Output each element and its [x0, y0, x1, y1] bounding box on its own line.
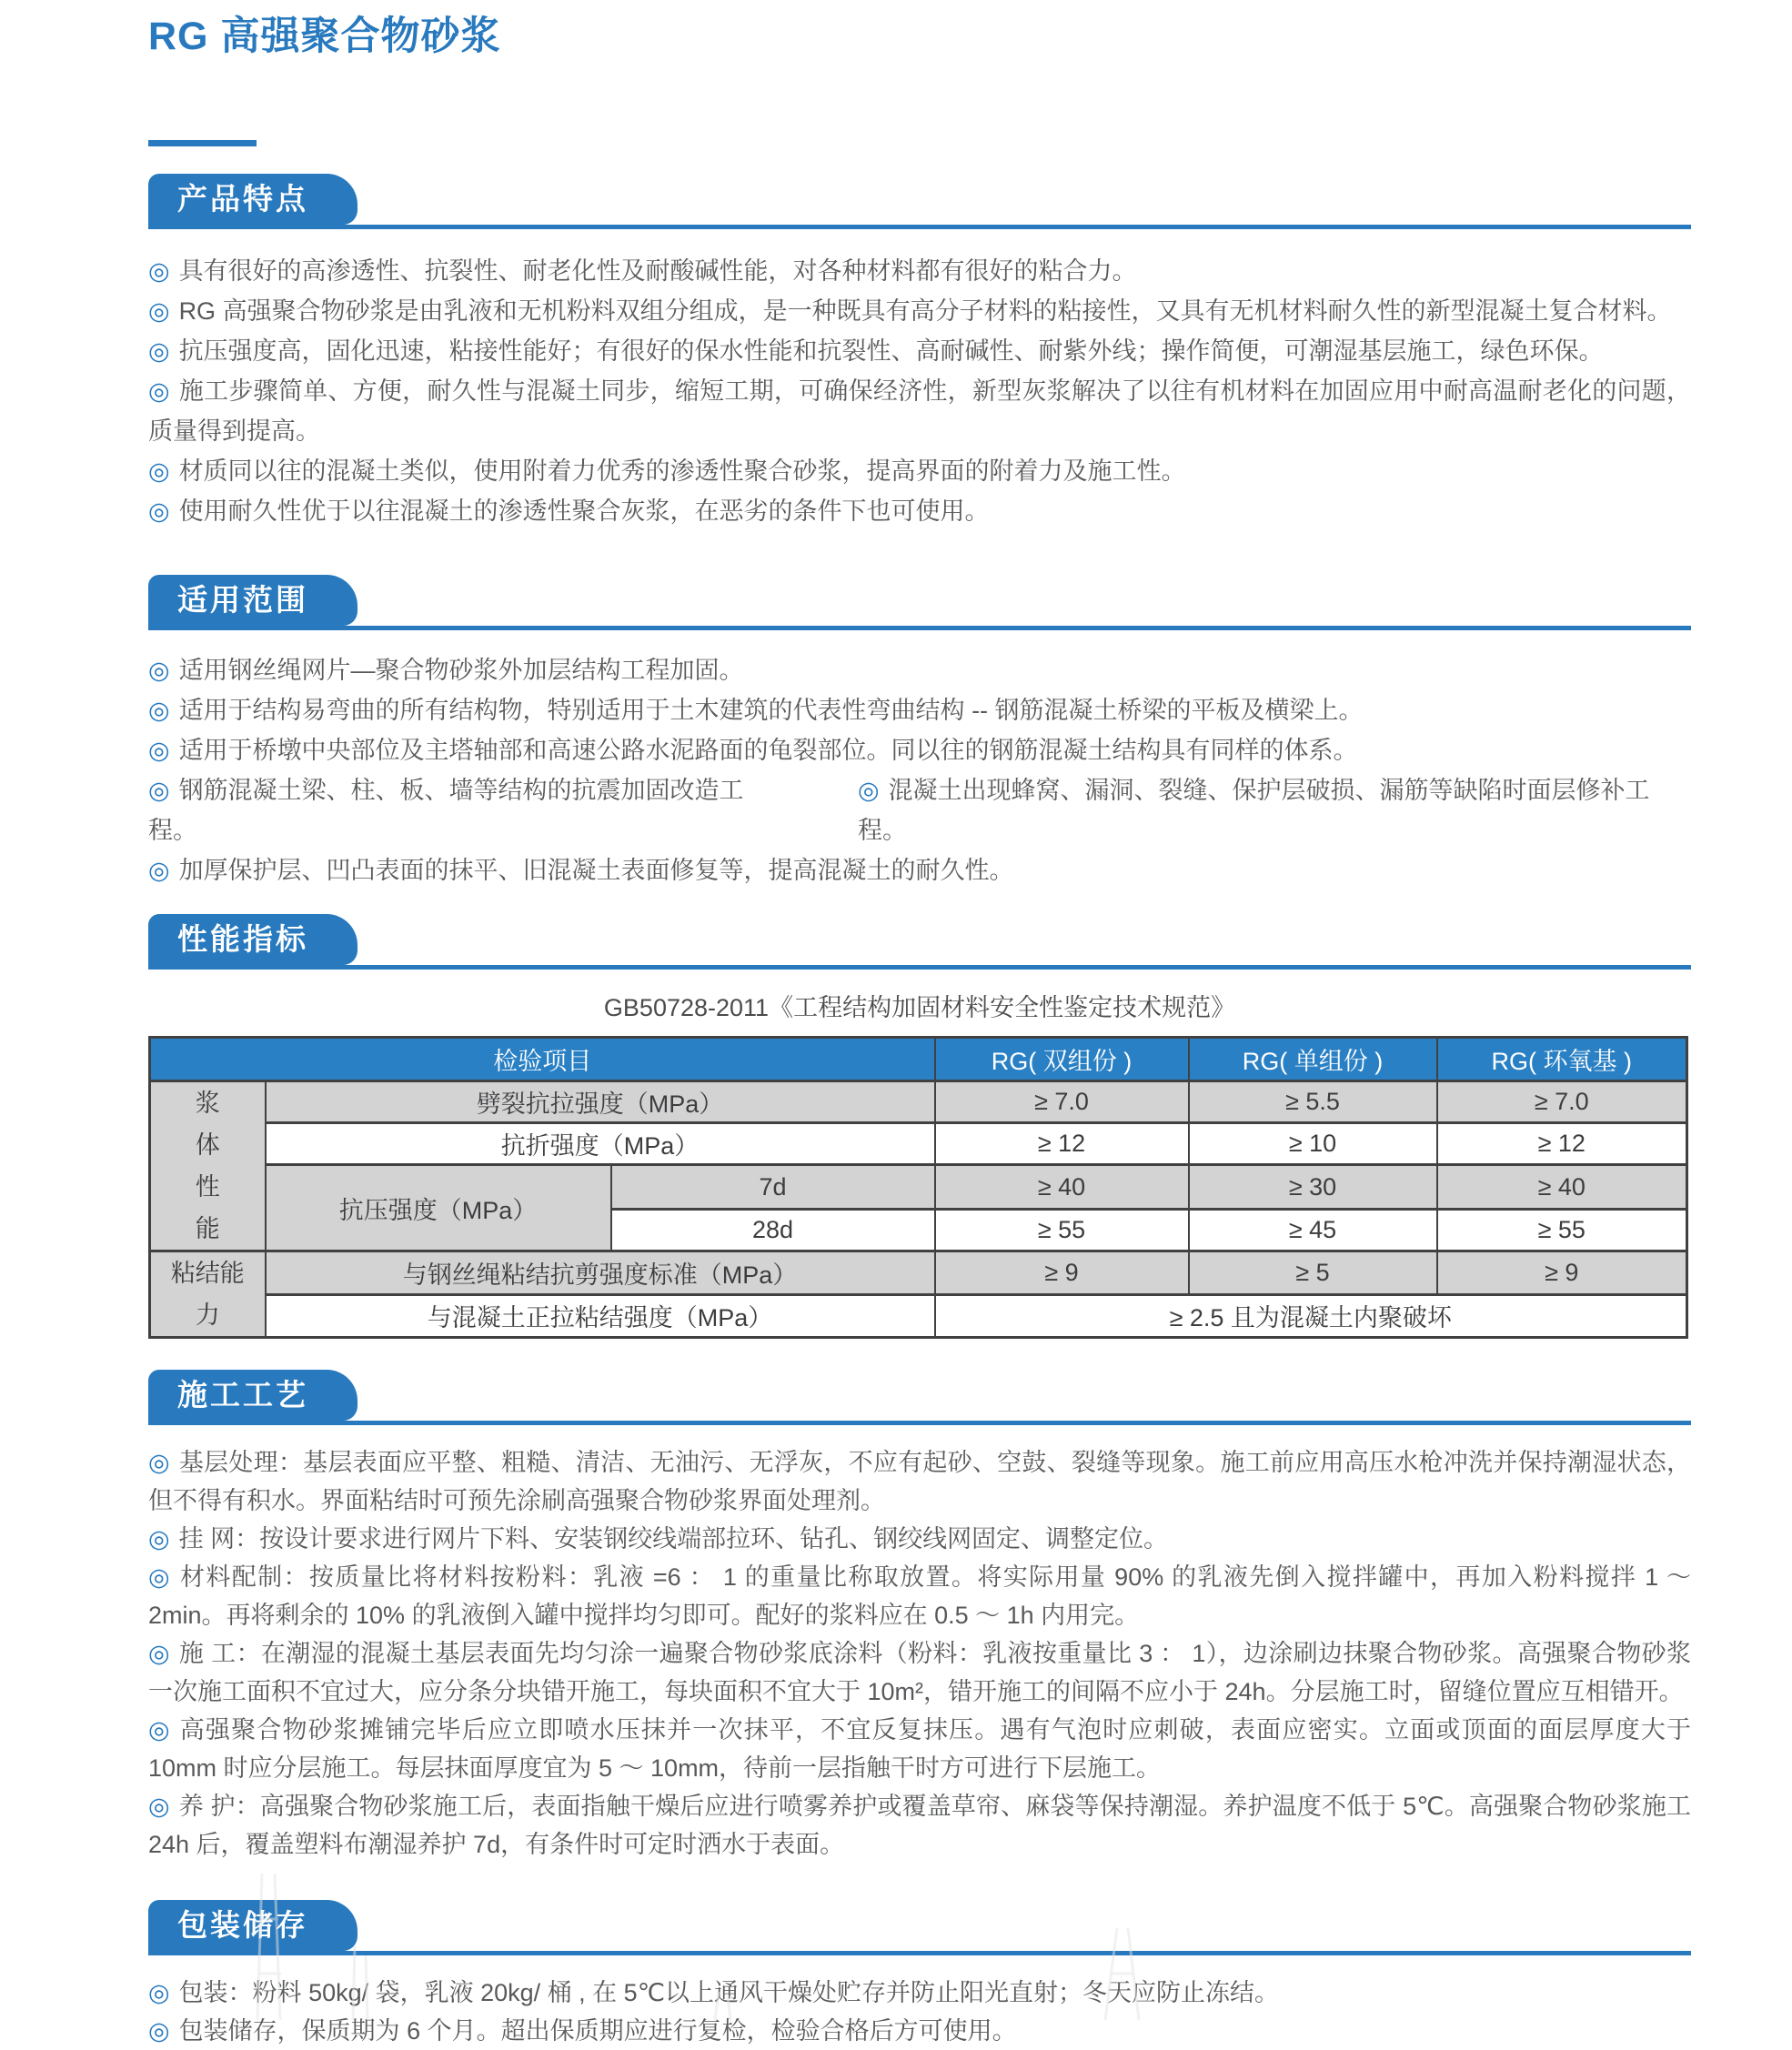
section-tab-packaging: 包装储存 [148, 1900, 357, 1951]
table-value-cell: ≥ 40 [935, 1165, 1189, 1210]
bullet-text: 材料配制：按质量比将材料按粉料：乳液 =6 ： 1 的重量比称取放置。将实际用量 90% 的乳液先倒入搅拌罐中，再加入粉料搅拌 1 ～ 2min。再将剩余的 10% 的乳液倒入罐中搅拌均匀即可。配好的浆料应在 0.5 ～ 1h 内用完。 [148, 1563, 1691, 1629]
section-header-scope [148, 575, 1691, 630]
bullet-marker-icon: ◎ [148, 297, 170, 325]
section-tab-process: 施工工艺 [148, 1370, 357, 1421]
standard-reference-caption: GB50728-2011《工程结构加固材料安全性鉴定技术规范》 [603, 994, 1236, 1021]
bullet-item [148, 451, 1691, 491]
table-value-cell: ≥ 55 [935, 1210, 1189, 1251]
section-performance [148, 914, 1691, 1339]
bullet-content [148, 657, 744, 684]
bullet-text: 加厚保护层、凹凸表面的抹平、旧混凝土表面修复等，提高混凝土的耐久性。 [178, 857, 1014, 884]
table-value-cell: ≥ 9 [1437, 1251, 1687, 1295]
section-process [148, 1370, 1691, 1864]
bullet-marker-icon: ◎ [148, 657, 170, 684]
bullet-marker-icon: ◎ [148, 497, 170, 525]
bullet-text: 挂 网：按设计要求进行网片下料、安装钢绞线端部拉环、钻孔、钢绞线网固定、调整定位。 [178, 1525, 1169, 1553]
table-row [150, 1165, 1687, 1210]
item-name: 抗压强度（MPa） [266, 1165, 611, 1251]
sections-container [148, 174, 1691, 2050]
table-value-cell: ≥ 7.0 [1437, 1081, 1687, 1123]
bullet-item [148, 1787, 1691, 1864]
item-name: 抗折强度（MPa） [266, 1123, 935, 1165]
table-value-cell: ≥ 12 [1437, 1123, 1687, 1165]
bullet-text: 高强聚合物砂浆摊铺完毕后应立即喷水压抹并一次抹平，不宜反复抹压。遇有气泡时应刺破，表面应密实。立面或顶面的面层厚度大于 10mm 时应分层施工。每层抹面厚度宜为 5 ～ 10mm，待前一层指触干时方可进行下层施工。 [148, 1716, 1692, 1782]
bullet-item [148, 730, 1691, 770]
bullet-content [148, 457, 1186, 485]
table-header-cell: RG( 双组份 ) [935, 1038, 1189, 1081]
performance-table [148, 1036, 1688, 1339]
bullet-text: 具有很好的高渗透性、抗裂性、耐老化性及耐酸碱性能，对各种材料都有很好的粘合力。 [178, 257, 1137, 285]
bullet-item [148, 491, 1691, 531]
bullet-text: 适用于桥墩中央部位及主塔轴部和高速公路水泥路面的龟裂部位。同以往的钢筋混凝土结构具有同样的体系。 [178, 737, 1358, 764]
bullet-marker-icon: ◎ [148, 1563, 171, 1591]
bullet-text: 基层处理：基层表面应平整、粗糙、清洁、无油污、无浮灰，不应有起砂、空鼓、裂缝等现象。施工前应用高压水枪冲洗并保持潮湿状态，但不得有积水。界面粘结时可预先涂刷高强聚合物砂浆界面处理剂。 [148, 1449, 1691, 1514]
bullet-text: 施工步骤简单、方便，耐久性与混凝土同步，缩短工期，可确保经济性，新型灰浆解决了以往有机材料在加固应用中耐高温耐老化的问题，质量得到提高。 [148, 377, 1691, 445]
section-header-process [148, 1370, 1691, 1425]
table-value-cell: ≥ 5 [1189, 1251, 1437, 1295]
section-features [148, 174, 1691, 531]
bullet-content [148, 1525, 1168, 1553]
bullet-content [148, 257, 1137, 285]
bullet-text: 钢筋混凝土梁、柱、板、墙等结构的抗震加固改造工程。 [148, 777, 744, 844]
table-value-cell: ≥ 55 [1437, 1210, 1687, 1251]
bullet-item [148, 1634, 1691, 1711]
bullet-marker-icon: ◎ [148, 2017, 170, 2045]
table-value-cell: ≥ 7.0 [935, 1081, 1189, 1123]
table-row [150, 1123, 1687, 1165]
label-line: 能 [195, 1215, 220, 1242]
bullet-content [148, 2017, 1017, 2045]
bullet-content [148, 737, 1358, 764]
table-value-cell: ≥ 40 [1437, 1165, 1687, 1210]
bullet-content [148, 1979, 1279, 2006]
table-value-cell: ≥ 45 [1189, 1210, 1437, 1251]
bullet-text: 施 工：在潮湿的混凝土基层表面先均匀涂一遍聚合物砂浆底涂料（粉料：乳液按重量比 3 ： 1），边涂刷边抹聚合物砂浆。高强聚合物砂浆一次施工面积不宜过大，应分条分块错开施工，每块面积不宜大于 10m²，错开施工的间隔不应小于 24h。分层施工时，留缝位置应互相错开。 [148, 1640, 1691, 1705]
bullet-item [148, 1974, 1691, 2012]
bullet-marker-icon: ◎ [148, 377, 170, 405]
bullet-marker-icon: ◎ [148, 1793, 170, 1820]
item-name: 劈裂抗拉强度（MPa） [266, 1081, 935, 1123]
bullet-item [148, 2012, 1691, 2050]
bullet-text: 适用于结构易弯曲的所有结构物，特别适用于土木建筑的代表性弯曲结构 -- 钢筋混凝土桥梁的平板及横梁上。 [178, 697, 1364, 724]
table-value-cell: ≥ 12 [935, 1123, 1189, 1165]
bullet-item [148, 1711, 1691, 1787]
table-head [150, 1038, 1687, 1081]
bullet-marker-icon: ◎ [148, 1716, 171, 1744]
bullet-marker-icon: ◎ [148, 1979, 170, 2006]
table-value-cell: ≥ 10 [1189, 1123, 1437, 1165]
bullet-marker-icon: ◎ [148, 777, 170, 804]
bullet-content [858, 770, 1691, 850]
table-header-cell: RG( 环氧基 ) [1437, 1038, 1687, 1081]
bullet-item [148, 1520, 1691, 1558]
bullet-content [148, 857, 1014, 884]
bullet-text: 抗压强度高，固化迅速，粘接性能好；有很好的保水性能和抗裂性、高耐碱性、耐紫外线；操作简便，可潮湿基层施工，绿色环保。 [178, 337, 1604, 365]
table-value-cell: ≥ 5.5 [1189, 1081, 1437, 1123]
bullet-marker-icon: ◎ [858, 777, 880, 804]
bullet-marker-icon: ◎ [148, 737, 170, 764]
bullet-text: 使用耐久性优于以往混凝土的渗透性聚合灰浆，在恶劣的条件下也可使用。 [178, 497, 990, 525]
bullet-marker-icon: ◎ [148, 1640, 170, 1667]
bullet-content [148, 497, 990, 525]
table-body [150, 1081, 1687, 1338]
bullet-content [148, 1563, 1691, 1629]
table-header-cell: RG( 单组份 ) [1189, 1038, 1437, 1081]
bullet-text: 适用钢丝绳网片—聚合物砂浆外加层结构工程加固。 [178, 657, 744, 684]
bullet-text: RG 高强聚合物砂浆是由乳液和无机粉料双组分组成，是一种既具有高分子材料的粘接性，又具有无机材料耐久性的新型混凝土复合材料。 [178, 297, 1672, 325]
bullet-content [148, 697, 1364, 724]
bullet-item [148, 251, 1691, 291]
bullet-list-features [148, 251, 1691, 531]
section-packaging [148, 1900, 1691, 2050]
bullet-marker-icon: ◎ [148, 1449, 170, 1476]
section-tab-features: 产品特点 [148, 174, 357, 225]
bullet-text: 混凝土出现蜂窝、漏洞、裂缝、保护层破损、漏筋等缺陷时面层修补工程。 [858, 777, 1650, 844]
bullet-item [148, 650, 1691, 690]
bullet-content [148, 1793, 1691, 1858]
section-header-performance [148, 914, 1691, 970]
bullet-list-scope [148, 650, 1691, 890]
bullet-list-packaging [148, 1974, 1691, 2050]
group-label-paste-performance [150, 1081, 266, 1251]
bullet-marker-icon: ◎ [148, 257, 170, 285]
table-header-cell: 检验项目 [150, 1038, 935, 1081]
bullet-marker-icon: ◎ [148, 1525, 170, 1553]
bullet-content [148, 297, 1672, 325]
bullet-item [148, 1558, 1691, 1634]
title-underline [148, 140, 257, 146]
bullet-marker-icon: ◎ [148, 857, 170, 884]
bullet-text: 包装：粉料 50kg/ 袋，乳液 20kg/ 桶 , 在 5℃以上通风干燥处贮存并防止阳光直射；冬天应防止冻结。 [178, 1979, 1280, 2006]
bullet-content [148, 1716, 1691, 1782]
label-line: 体 [195, 1131, 220, 1159]
section-tab-performance: 性能指标 [148, 914, 357, 965]
label-line: 性 [195, 1173, 220, 1201]
bullet-marker-icon: ◎ [148, 697, 170, 724]
label-line: 粘结能 [170, 1260, 245, 1287]
bullet-item [148, 690, 1691, 730]
table-header-row [150, 1038, 1687, 1081]
bullet-text: 包装储存，保质期为 6 个月。超出保质期应进行复检，检验合格后方可使用。 [178, 2017, 1017, 2045]
label-line: 浆 [195, 1090, 220, 1117]
section-scope [148, 575, 1691, 890]
bullet-content [148, 377, 1691, 445]
bullet-item [148, 1443, 1691, 1520]
item-name: 与钢丝绳粘结抗剪强度标准（MPa） [266, 1251, 935, 1295]
bullet-item [148, 770, 1691, 850]
page-title: RG 高强聚合物砂浆 [148, 15, 501, 58]
merged-value: ≥ 2.5 且为混凝土内聚破坏 [935, 1294, 1687, 1338]
label-line: 力 [195, 1301, 220, 1329]
bullet-content [148, 770, 787, 850]
item-name: 与混凝土正拉粘结强度（MPa） [266, 1294, 935, 1338]
section-tab-scope: 适用范围 [148, 575, 357, 626]
sub-item-name: 28d [611, 1210, 935, 1251]
bullet-list-process [148, 1443, 1691, 1864]
bullet-marker-icon: ◎ [148, 457, 170, 485]
table-value-cell: ≥ 9 [935, 1251, 1189, 1295]
table-value-cell: ≥ 30 [1189, 1165, 1437, 1210]
bullet-marker-icon: ◎ [148, 337, 170, 365]
section-header-packaging [148, 1900, 1691, 1955]
bullet-content [148, 1449, 1691, 1514]
bullet-text: 养 护：高强聚合物砂浆施工后，表面指触干燥后应进行喷雾养护或覆盖草帘、麻袋等保持潮湿。养护温度不低于 5℃。高强聚合物砂浆施工 24h 后，覆盖塑料布潮湿养护 7d，有条件时可定时洒水于表面。 [148, 1793, 1692, 1858]
bullet-content [148, 1640, 1691, 1705]
bullet-text: 材质同以往的混凝土类似，使用附着力优秀的渗透性聚合砂浆，提高界面的附着力及施工性。 [178, 457, 1186, 485]
bullet-item [148, 291, 1691, 331]
bullet-content [148, 337, 1604, 365]
bullet-item [148, 371, 1691, 451]
section-header-features [148, 174, 1691, 229]
table-row [150, 1294, 1687, 1338]
table-row [150, 1251, 1687, 1295]
bullet-item [148, 850, 1691, 890]
group-label-bonding-ability [150, 1251, 266, 1338]
table-row [150, 1081, 1687, 1123]
sub-item-name: 7d [611, 1165, 935, 1210]
bullet-item [148, 331, 1691, 371]
